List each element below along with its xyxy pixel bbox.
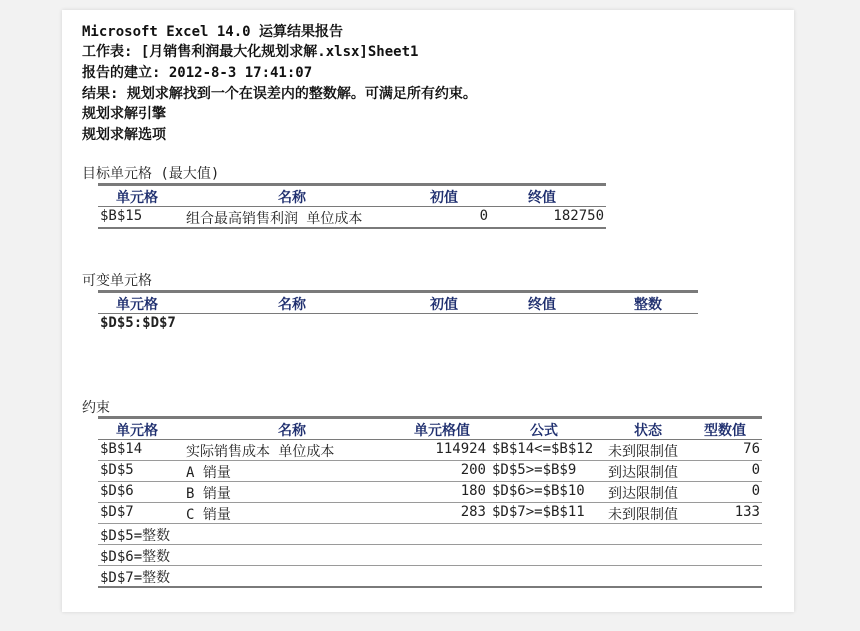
cell-name: B 销量 xyxy=(186,486,231,502)
variables-table xyxy=(98,290,698,334)
col-header-cell: 单元格 xyxy=(116,190,158,206)
cell-ref: $D$5:$D$7 xyxy=(100,315,176,331)
table-row xyxy=(98,207,606,229)
options-line: 规划求解选项 xyxy=(82,127,166,143)
cell-formula: $B$14<=$B$12 xyxy=(492,441,594,457)
col-header-initial: 初值 xyxy=(430,297,458,313)
cell-value: 283 xyxy=(460,504,486,520)
table-row xyxy=(98,503,762,524)
table-row xyxy=(98,482,762,503)
cell-formula: $D$6>=$B$10 xyxy=(492,483,585,499)
col-header-name: 名称 xyxy=(278,297,306,313)
cell-ref: $D$6=整数 xyxy=(100,549,171,565)
table-row xyxy=(98,566,762,588)
col-header-status: 状态 xyxy=(634,423,662,439)
cell-slack: 76 xyxy=(743,441,760,457)
variables-section-title: 可变单元格 xyxy=(82,273,152,289)
created-line: 报告的建立: 2012-8-3 17:41:07 xyxy=(82,65,313,81)
table-row xyxy=(98,440,762,461)
constraints-header-row xyxy=(98,416,762,440)
cell-value: 200 xyxy=(460,462,486,478)
col-header-cell: 单元格 xyxy=(116,297,158,313)
cell-status: 未到限制值 xyxy=(608,507,678,523)
cell-name: 组合最高销售利润 单位成本 xyxy=(186,211,363,227)
table-row xyxy=(98,314,698,334)
col-header-final: 终值 xyxy=(528,297,556,313)
cell-value: 114924 xyxy=(435,441,486,457)
cell-ref: $D$6 xyxy=(100,483,134,499)
cell-formula: $D$5>=$B$9 xyxy=(492,462,577,478)
report-title: Microsoft Excel 14.0 运算结果报告 xyxy=(82,24,344,40)
objective-header-row xyxy=(98,183,606,207)
cell-status: 到达限制值 xyxy=(608,465,678,481)
col-header-final: 终值 xyxy=(528,190,556,206)
objective-section-title: 目标单元格 (最大值) xyxy=(82,166,220,182)
cell-status: 未到限制值 xyxy=(608,444,678,460)
cell-name: C 销量 xyxy=(186,507,231,523)
cell-name: 实际销售成本 单位成本 xyxy=(186,444,335,460)
cell-final: 182750 xyxy=(553,208,604,224)
table-row xyxy=(98,461,762,482)
col-header-initial: 初值 xyxy=(430,190,458,206)
report-page xyxy=(62,10,794,612)
cell-ref: $D$7 xyxy=(100,504,134,520)
cell-ref: $B$14 xyxy=(100,441,143,457)
cell-ref: $B$15 xyxy=(100,208,143,224)
table-row xyxy=(98,524,762,545)
cell-ref: $D$5=整数 xyxy=(100,528,171,544)
cell-formula: $D$7>=$B$11 xyxy=(492,504,585,520)
col-header-slack: 型数值 xyxy=(704,423,746,439)
objective-table xyxy=(98,183,606,229)
worksheet-line: 工作表: [月销售利润最大化规划求解.xlsx]Sheet1 xyxy=(82,44,419,60)
table-row xyxy=(98,545,762,566)
cell-status: 到达限制值 xyxy=(608,486,678,502)
result-line: 结果: 规划求解找到一个在误差内的整数解。可满足所有约束。 xyxy=(82,86,477,102)
constraints-section-title: 约束 xyxy=(82,400,110,416)
col-header-formula: 公式 xyxy=(530,423,558,439)
cell-slack: 0 xyxy=(751,462,760,478)
variables-header-row xyxy=(98,290,698,314)
cell-slack: 133 xyxy=(734,504,760,520)
col-header-integer: 整数 xyxy=(634,297,662,313)
cell-initial: 0 xyxy=(479,208,488,224)
col-header-name: 名称 xyxy=(278,423,306,439)
col-header-cell-value: 单元格值 xyxy=(414,423,470,439)
cell-slack: 0 xyxy=(751,483,760,499)
col-header-cell: 单元格 xyxy=(116,423,158,439)
constraints-table xyxy=(98,416,762,588)
cell-ref: $D$7=整数 xyxy=(100,570,171,586)
cell-name: A 销量 xyxy=(186,465,231,481)
engine-line: 规划求解引擎 xyxy=(82,106,166,122)
cell-ref: $D$5 xyxy=(100,462,134,478)
cell-value: 180 xyxy=(460,483,486,499)
col-header-name: 名称 xyxy=(278,190,306,206)
